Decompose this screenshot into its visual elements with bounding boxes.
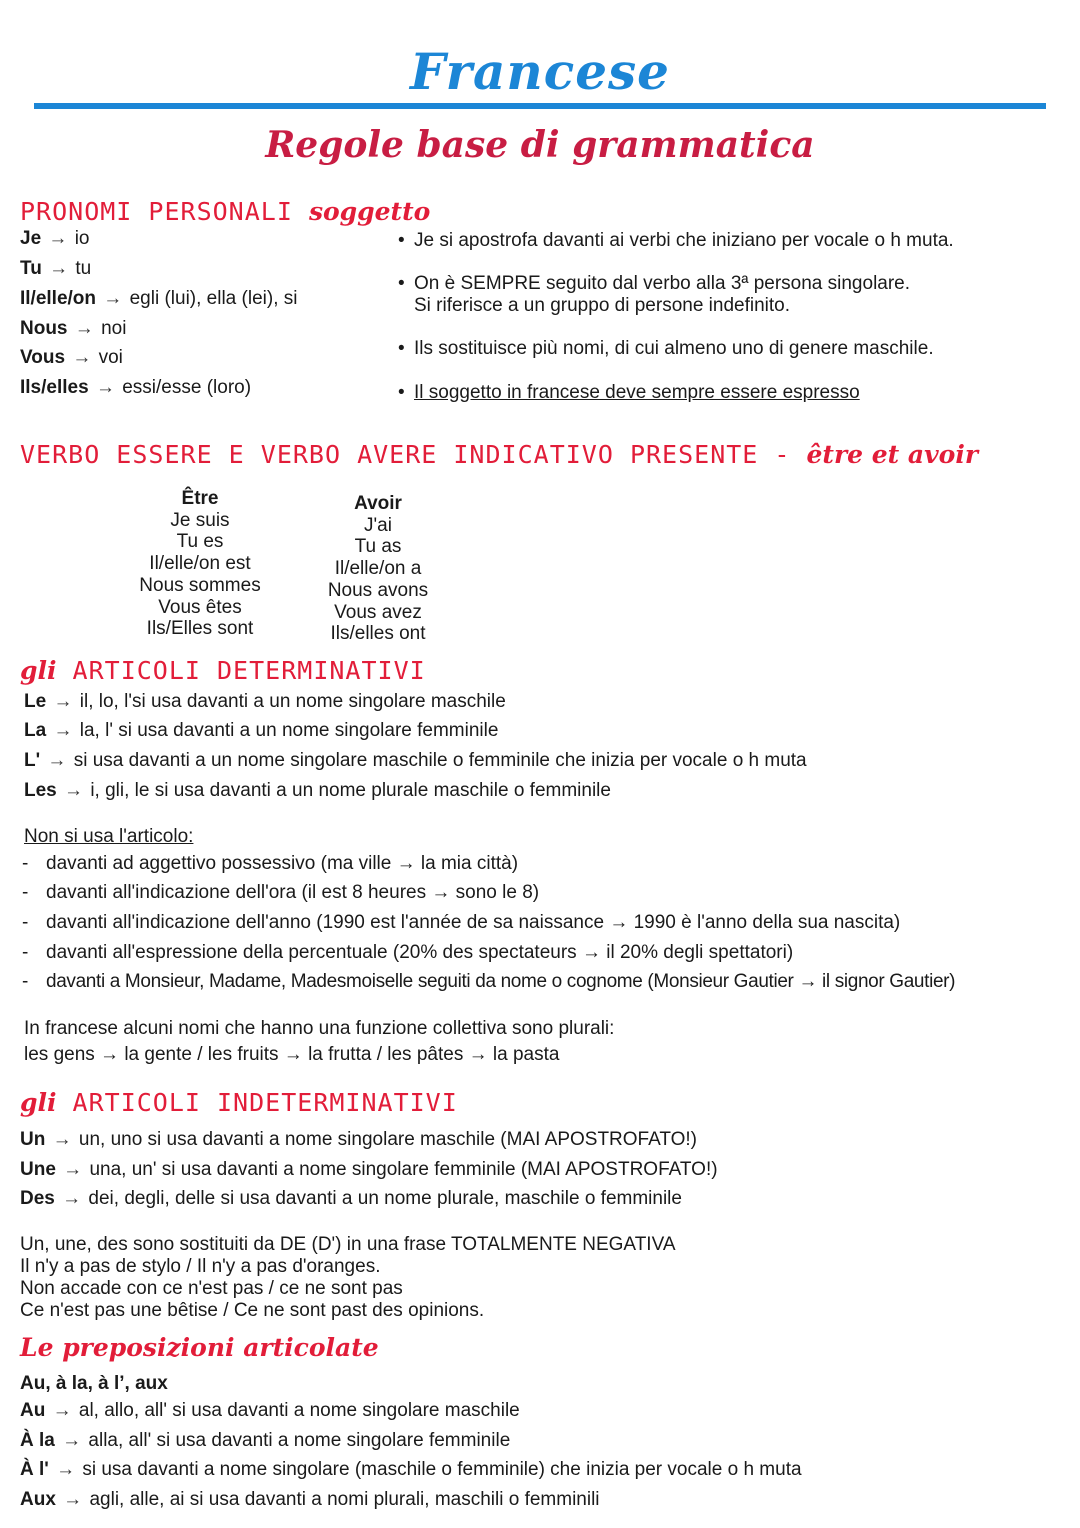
article-row [20,1187,682,1211]
article-row [24,690,506,714]
page-subtitle: Regole base di grammatica [265,124,815,166]
bullet-icon: • [398,382,405,403]
article-row [20,1128,697,1152]
pronoun-row [20,317,126,341]
pronoun-meaning: egli (lui), ella (lei), si [129,288,298,309]
note-bullet [398,381,860,405]
arrow-icon: → [90,377,121,398]
note-text: On è SEMPRE seguito dal verbo alla 3ª persona singolare. [414,273,911,294]
collective-note: In francese alcuni nomi che hanno una funzione collettiva sono plurali: [24,1018,615,1039]
pronoun-term: Tu [20,258,42,279]
conj-line: Vous avez [334,601,422,623]
arrow-icon: → [69,318,100,339]
pronoun-meaning: io [74,228,90,249]
arrow-icon: → [56,1430,87,1451]
pronoun-row [20,287,297,311]
avoir-conjugation [298,493,458,645]
conj-line: Vous êtes [158,596,242,618]
list-item: davanti ad aggettivo possessivo (ma ville → la mia città) [46,853,519,874]
conj-line: Il/elle/on a [334,558,422,580]
pronoun-term: Il/elle/on [20,288,97,309]
prepositions-list: Au, à la, à l’, aux [20,1373,168,1394]
heading-text: PRONOMI PERSONALI [20,197,293,226]
article-term: Une [20,1159,56,1180]
heading-script-text: être et avoir [806,440,978,469]
heading-text: ARTICOLI DETERMINATIVI [72,656,426,685]
arrow-icon: → [47,1129,77,1150]
article-term: La [24,720,47,741]
article-row [24,749,807,773]
arrow-icon: → [98,288,128,309]
list-item: davanti all'espressione della percentuale (20% des spectateurs → il 20% degli spettatori) [46,942,794,963]
article-term: Des [20,1188,55,1209]
pronoun-meaning: noi [101,318,127,339]
negation-note: Un, une, des sono sostituiti da DE (D') in una frase TOTALMENTE NEGATIVA [20,1234,676,1255]
preposition-row [20,1399,520,1423]
dash-icon: - [22,971,29,992]
arrow-icon: → [57,1489,88,1510]
heading-text: VERBO ESSERE E VERBO AVERE INDICATIVO PRESENTE - [20,440,791,469]
list-item: davanti a Monsieur, Madame, Madesmoiselle seguiti da nome o cognome (Monsieur Gautier → il signor Gautier) [46,971,956,992]
section-heading-determinativi [20,656,426,686]
negation-note: Non accade con ce n'est pas / ce ne sont pas [20,1278,403,1299]
note-bullet [398,229,954,253]
note-text: Je si apostrofa davanti ai verbi che iniziano per vocale o h muta. [414,230,954,251]
conj-header: Avoir [354,493,402,514]
etre-conjugation [120,488,280,640]
pronoun-term: Nous [20,318,68,339]
pronoun-meaning: voi [98,347,123,368]
conj-line: Ils/elles ont [330,623,426,645]
conj-line: J'ai [364,514,392,536]
preposition-term: Aux [20,1489,56,1510]
bullet-icon: • [398,338,405,359]
article-text: la, l' si usa davanti a un nome singolare femminile [79,720,499,741]
arrow-icon: → [57,1159,88,1180]
title-divider [34,103,1046,109]
bullet-icon: • [398,230,405,251]
pronoun-row [20,227,90,251]
arrow-icon: → [42,750,72,771]
article-term: Les [24,780,57,801]
conj-line: Ils/Elles sont [146,618,254,640]
collective-examples: les gens → la gente / les fruits → la frutta / les pâtes → la pasta [24,1044,560,1065]
heading-script-text: soggetto [308,197,431,226]
arrow-icon: → [50,1459,81,1480]
article-text: un, uno si usa davanti a nome singolare maschile (MAI APOSTROFATO!) [78,1129,698,1150]
note-bullet [398,272,910,296]
list-item: davanti all'indicazione dell'ora (il est 8 heures → sono le 8) [46,882,540,903]
article-text: i, gli, le si usa davanti a un nome plurale maschile o femminile [90,780,611,801]
pronoun-term: Vous [20,347,66,368]
preposition-row [20,1458,802,1482]
conj-line: Il/elle/on est [149,553,251,575]
preposition-term: Au [20,1400,46,1421]
pronoun-term: Ils/elles [20,377,89,398]
conj-line: Tu es [176,531,224,553]
article-text: il, lo, l'si usa davanti a un nome singolare maschile [79,691,506,712]
section-heading-indeterminativi [20,1088,458,1118]
preposition-text: agli, alle, ai si usa davanti a nomi plurali, maschili o femminili [89,1489,600,1510]
article-row [24,779,611,803]
section-heading-pronomi [20,197,430,227]
note-bullet [398,337,934,361]
pronoun-row [20,346,123,370]
page-title: Francese [410,42,670,101]
arrow-icon: → [67,347,97,368]
list-item: davanti all'indicazione dell'anno (1990 est l'année de sa naissance → 1990 è l'anno della sua nascita) [46,912,901,933]
preposition-row [20,1429,510,1453]
pronoun-row [20,376,251,400]
arrow-icon: → [43,228,73,249]
dash-icon: - [22,853,29,874]
pronoun-term: Je [20,228,42,249]
heading-script-text: gli [20,1088,57,1117]
conj-line: Nous avons [327,579,429,601]
article-row [24,719,498,743]
article-term: Le [24,691,47,712]
conj-line: Tu as [354,536,402,558]
no-article-title: Non si usa l'articolo: [24,826,194,847]
preposition-text: si usa davanti a nome singolare (maschile o femminile) che inizia per vocale o h muta [82,1459,802,1480]
arrow-icon: → [48,720,78,741]
preposition-text: alla, all' si usa davanti a nome singolare femminile [88,1430,511,1451]
section-heading-preposizioni [20,1333,379,1363]
arrow-icon: → [56,1188,87,1209]
conj-line: Je suis [170,509,230,531]
article-text: una, un' si usa davanti a nome singolare femminile (MAI APOSTROFATO!) [89,1159,718,1180]
article-text: dei, degli, delle si usa davanti a un nome plurale, maschile o femminile [88,1188,682,1209]
dash-icon: - [22,882,29,903]
preposition-text: al, allo, all' si usa davanti a nome singolare maschile [78,1400,520,1421]
arrow-icon: → [58,780,89,801]
note-text: Ils sostituisce più nomi, di cui almeno uno di genere maschile. [414,338,934,359]
pronoun-meaning: essi/esse (loro) [122,377,252,398]
arrow-icon: → [47,1400,77,1421]
note-text: Il soggetto in francese deve sempre essere espresso [414,382,860,403]
preposition-row [20,1488,600,1512]
section-heading-verbi [20,440,978,470]
heading-script-text: gli [20,656,57,685]
article-term: Un [20,1129,46,1150]
article-text: si usa davanti a un nome singolare maschile o femminile che inizia per vocale o h muta [73,750,807,771]
negation-example: Il n'y a pas de stylo / Il n'y a pas d'oranges. [20,1256,381,1277]
preposition-term: À l' [20,1459,49,1480]
conj-header: Être [181,488,219,509]
article-row [20,1158,718,1182]
bullet-icon: • [398,273,405,294]
preposition-term: À la [20,1430,55,1451]
heading-text: ARTICOLI INDETERMINATIVI [72,1088,458,1117]
heading-script-text: Le preposizioni articolate [20,1333,379,1362]
article-term: L' [24,750,41,771]
negation-example: Ce n'est pas une bêtise / Ce ne sont past des opinions. [20,1300,485,1321]
pronoun-meaning: tu [75,258,92,279]
arrow-icon: → [43,258,74,279]
pronoun-row [20,257,91,281]
note-continuation: Si riferisce a un gruppo di persone indefinito. [414,295,791,316]
conj-line: Nous sommes [139,574,261,596]
arrow-icon: → [48,691,78,712]
dash-icon: - [22,942,29,963]
dash-icon: - [22,912,29,933]
prepositions-header [20,1372,168,1396]
